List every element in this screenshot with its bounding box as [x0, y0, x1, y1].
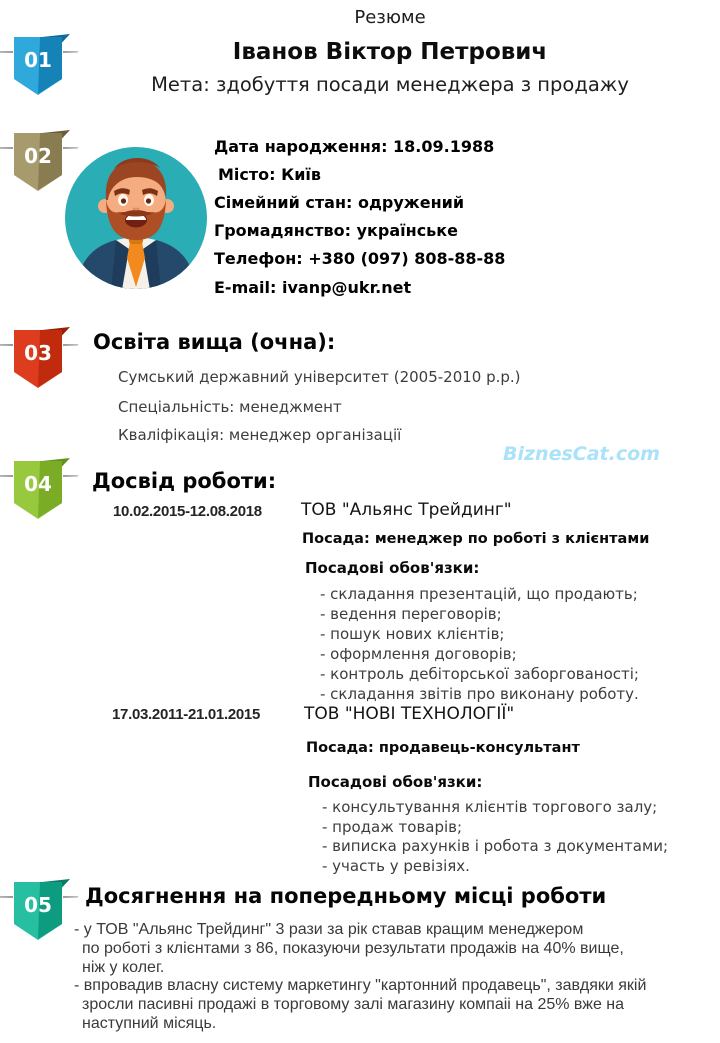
badge-number: 04 [24, 472, 52, 496]
person-name: Іванов Віктор Петрович [232, 39, 548, 65]
job2-duties-heading: Посадові обов'язки: [308, 773, 483, 791]
achievement-line: ніж у колег. [82, 958, 165, 976]
job2-company: ТОВ "НОВІ ТЕХНОЛОГІЇ" [304, 704, 515, 724]
duty-item: - участь у ревізіях. [322, 856, 470, 875]
section-badge-01-icon [0, 33, 80, 103]
job1-position: Посада: менеджер по роботі з клієнтами [302, 531, 650, 547]
duty-item: - виписка рахунків і робота з документами; [322, 837, 669, 855]
duty-item: - складання презентацій, що продають; [320, 585, 638, 603]
ribbon-line-left [0, 51, 13, 53]
education-university: Сумський державний університет (2005-2010 р.р.) [118, 368, 521, 386]
achievements-heading: Досягнення на попередньому місці роботи [85, 884, 607, 908]
job1-duties-list [320, 584, 639, 704]
ribbon-line-right [63, 475, 78, 477]
badge-number: 03 [24, 341, 52, 365]
ribbon-line-left [0, 475, 13, 477]
job2-duties-list [322, 798, 668, 876]
ribbon-line-right [63, 344, 78, 346]
achievement-line: по роботі з клієнтами з 86, показуючи результати продажів на 40% вище, [82, 939, 624, 957]
achievement-line: - у ТОВ "Альянс Трейдинг" 3 рази за рік ставав кращим менеджером [74, 921, 584, 938]
ribbon-line-right [63, 51, 78, 53]
ribbon-line-right [63, 896, 78, 898]
avatar [64, 146, 208, 290]
duty-item: - продаж товарів; [322, 817, 463, 836]
marital-status-line: Сімейний стан: одружений [214, 193, 465, 212]
citizenship-line: Громадянство: українське [214, 221, 458, 240]
duty-item: - пошук нових клієнтів; [320, 625, 505, 643]
duty-item: - ведення переговорів; [320, 605, 502, 623]
badge-number: 05 [24, 893, 52, 917]
job1-duties-heading: Посадові обов'язки: [305, 559, 480, 577]
birth-date-line: Дата народження: 18.09.1988 [214, 137, 495, 156]
education-qualification: Кваліфікація: менеджер організації [118, 426, 402, 444]
duty-item: - оформлення договорів; [320, 645, 517, 663]
job2-position: Посада: продавець-консультант [306, 740, 580, 756]
ribbon-line-left [0, 344, 13, 346]
badge-number: 02 [24, 144, 52, 168]
watermark: BiznesCat.com [503, 443, 660, 465]
avatar-iris-left [121, 198, 126, 203]
education-specialty: Спеціальність: менеджмент [118, 398, 342, 416]
achievements-list [74, 921, 646, 1034]
ribbon-line-left [0, 896, 13, 898]
job2-period: 17.03.2011-21.01.2015 [112, 706, 261, 723]
education-heading: Освіта вища (очна): [93, 330, 336, 354]
city-line: Місто: Київ [218, 165, 322, 184]
achievement-line: наступний місяць. [82, 1014, 217, 1032]
ribbon-line-left [0, 147, 13, 149]
section-badge-03-icon [0, 326, 80, 396]
duty-item: - контроль дебіторської заборгованості; [320, 665, 639, 683]
objective-line: Мета: здобуття посади менеджера з продажу [151, 73, 629, 96]
section-badge-04-icon [0, 457, 80, 527]
document-title: Резюме [354, 7, 426, 28]
badge-number: 01 [24, 48, 52, 72]
job1-period: 10.02.2015-12.08.2018 [113, 503, 262, 520]
achievement-line: зросли пасивні продажі в торговому залі магазину компаіі на 25% вже на [82, 996, 625, 1014]
duty-item: - консультування клієнтів торгового залу; [322, 798, 658, 816]
experience-heading: Досвід роботи: [92, 469, 277, 493]
achievement-line: - впровадив власну систему маркетингу "картонний продавець", завдяки якій [74, 977, 647, 995]
avatar-iris-right [146, 198, 151, 203]
email-line: E-mail: ivanp@ukr.net [214, 278, 412, 297]
duty-item: - складання звітів про виконану роботу. [320, 685, 639, 703]
phone-line: Телефон: +380 (097) 808-88-88 [214, 249, 506, 268]
section-badge-05-icon [0, 878, 80, 948]
job1-company: ТОВ "Альянс Трейдинг" [301, 500, 512, 520]
